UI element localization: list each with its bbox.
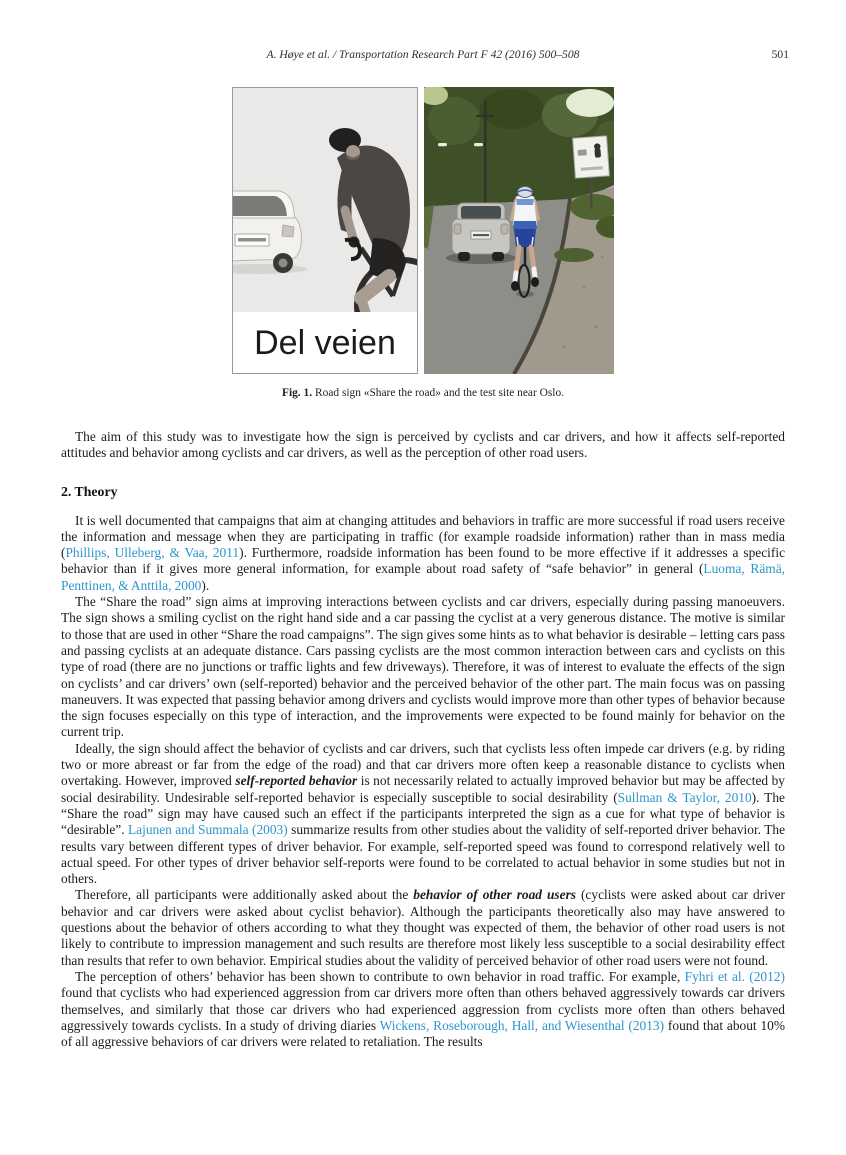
citation-link[interactable]: Phillips, Ulleberg, & Vaa, 2011 [65, 545, 240, 561]
body-text: is not necessarily related to actually improved behavior but may be affected by social desirability. Undesirable self-reported behavior is especially susceptible to social desirability ( [61, 773, 786, 805]
emphasis-text: self-reported behavior [235, 773, 358, 789]
sign-illustration [233, 88, 417, 373]
body-text: The perception of others’ behavior has been shown to contribute to own behavior in road traffic. For example, [75, 968, 685, 984]
body-text: The “Share the road” sign aims at improving interactions between cyclists and car drivers, especially during passing manoeuvers. The sign shows a smiling cyclist on the right hand side and a car passing the cyclist at a very generous distance. The motive is similar to those that are used in other “Share the road campaigns”. The sign gives some hints as to what behavior is desirable – letting cars pass and passing cyclists at an adequate distance. Cars passing cyclists are the most common interaction between cars and cyclists on this type of road (there are no junctions or traffic lights and few driveways). Therefore, it was of interest to evaluate the effects of the sign on cyclists’ and car drivers’ own (self-reported) behavior and the perceived behavior of the other part. The main focus was on passing maneuvers. It was expected that passing behavior among drivers and cyclists would improve more than other types of behavior because the sign focuses especially on this type of interaction, and the improvements were expected to be found mainly for behavior on the current trip. [61, 594, 785, 740]
citation-link[interactable]: Sullman & Taylor, 2010 [617, 789, 752, 805]
citation-link[interactable]: Wickens, Roseborough, Hall, and Wiesenthal (2013) [379, 1017, 665, 1033]
paragraph [61, 429, 785, 462]
citation-link[interactable]: Fyhri et al. (2012) [684, 968, 785, 984]
body-text: ). Furthermore, roadside information has been found to be more effective if it addresses a specific behavior than if it gives more general information, for example about road safety of “safe behavior” in general ( [61, 545, 786, 577]
share-road-sign-image [232, 87, 418, 374]
paragraph [61, 741, 785, 888]
paragraph [61, 887, 785, 968]
body-text: (cyclists were asked about car driver behavior and car drivers were asked about cyclist behavior). Although the participants theoretically also may have answered to questions about the behavior of others according to what they thought was expected of them, the behavior of other road users is not likely to contribute to impression management and such results are therefore most likely less susceptible to a social desirability effect than results that refer to own behavior. Empirical studies about the validity of perceived behavior of other road users were not found. [61, 887, 785, 968]
sign-text: Del veien [254, 324, 396, 362]
section-heading-theory: 2. Theory [61, 483, 118, 499]
body-text: Ideally, the sign should affect the behavior of cyclists and car drivers, such that cyclists less often impede car drivers (e.g. by riding two or more abreast or far from the edge of the road) and that car drivers more often keep a reasonable distance to cyclists when overtaking. However, improved [61, 740, 785, 789]
test-site-photo [424, 87, 614, 374]
photo-illustration [424, 87, 614, 374]
figure-caption-text: Road sign «Share the road» and the test site near Oslo. [315, 387, 565, 399]
intro-paragraphs [61, 429, 785, 462]
page-content [61, 0, 789, 1050]
running-head [61, 48, 789, 63]
body-text: The aim of this study was to investigate how the sign is perceived by cyclists and car drivers, and how it affects self-reported attitudes and behavior among cyclists and car drivers, as well as the perception of other road users. [61, 429, 785, 461]
body-text: ). [201, 577, 210, 593]
body-text: found that about 10% of all aggressive behaviors of car drivers were related to retaliation. The results [61, 1017, 786, 1050]
body-text: found that cyclists who had experienced aggression from car drivers more often than others behaved aggressively towards car drivers themselves, and similarly that those car drivers who had experienced aggression from cyclists more often than others behaved aggressively towards cyclists. In a study of driving diaries [61, 985, 785, 1033]
body-text: ). The “Share the road” sign may have caused such an effect if the participants interpreted the sign as a cue for what type of behavior is “desirable”. [61, 789, 786, 838]
paragraph [61, 969, 785, 1050]
paragraph [61, 594, 785, 741]
theory-paragraphs [61, 513, 785, 1051]
body-text: Therefore, all participants were additionally asked about the [75, 887, 414, 903]
body-text: summarize results from other studies about the validity of self-reported driver behavior. The results vary between different types of driver behavior. For example, self-reported speed was found to correspond relatively well to actual speed. For other types of driver behavior self-reports were found to be correlated to actual behavior in some studies but not in others. [61, 822, 786, 887]
citation-link[interactable]: Luoma, Rämä, Penttinen, & Anttila, 2000 [61, 561, 785, 593]
figure-caption-label: Fig. 1. [281, 387, 313, 399]
figure-1 [61, 87, 785, 374]
figure-caption [61, 387, 785, 399]
page-number: 501 [771, 48, 789, 61]
emphasis-text: behavior of other road users [413, 887, 576, 903]
paragraph [61, 513, 785, 594]
running-title: A. Høye et al. / Transportation Research Part F 42 (2016) 500–508 [266, 48, 580, 61]
citation-link[interactable]: Lajunen and Summala (2003) [127, 822, 288, 838]
body-text: It is well documented that campaigns that aim at changing attitudes and behaviors in traffic are more successful if road users receive the information and message when they are participating in traffic (for example roadside information) rather than in mass media ( [61, 512, 785, 561]
